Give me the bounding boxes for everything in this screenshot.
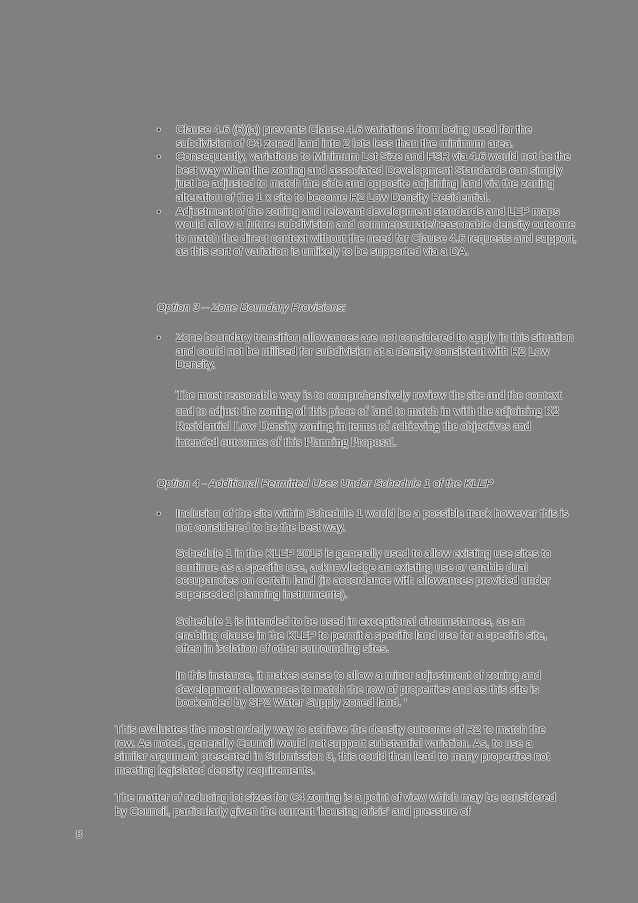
list-item [157, 124, 577, 151]
bullet-text: Clause 4.6 (6)(a) prevents Clause 4.6 variations from being used for the subdivision of C4 zoned land into 2 lots less than the minimum area. [176, 124, 532, 150]
bullet-icon: • [157, 206, 161, 218]
bullet-text: Inclusion of the site within Schedule 1 would be a possible track however this is not considered to be the best way. [176, 508, 569, 534]
option2-bullet-list [157, 124, 577, 260]
option4-heading: Option 4 - Additional Permitted Uses Under Schedule 1 of the KLEP [157, 478, 494, 490]
list-item [157, 151, 577, 205]
option4-paragraph-3: In this instance, it makes sense to allow a minor adjustment of zoning and development allowances to match the row of properties and as this site is bookended by SP2 Water Supply zoned land. ' [176, 670, 542, 710]
bullet-icon: • [157, 125, 161, 136]
bullet-text: Adjustment of the zoning and relevant development standards and LEP maps would allow a future subdivision and commensurate/reasonable density outcome to match the direct context without the need for Clause 4.6 requests and support, as this sort of variation is unlikely to be supported via a DA. [176, 205, 577, 259]
option4-bullet-list [157, 508, 577, 535]
bullet-icon: • [157, 152, 161, 164]
bullet-text: Consequently, variations to Minimum Lot Size and FSR via 4.6 would not be the best way when the zoning and associated Development Standards can simply just be adjusted to match the side and opposite adjoining land via the zoning alteration of the 1 x site to become R2 Low Density Residential. [176, 151, 571, 204]
option4-paragraph-1: Schedule 1 in the KLEP 2015 is generally used to allow existing use sites to continue as a specific use, acknowledge an existing use or enable dual occupancies on certain land (in accordance with allowances provided under superseded planning instruments). [176, 548, 551, 601]
bullet-icon: • [157, 509, 161, 520]
list-item [157, 508, 577, 535]
bullet-text: Zone boundary transition allowances are not considered to apply in this situation and could not be utilised for subdivision at a density consistent with R2 Low Density. [176, 332, 574, 372]
option3-paragraph: The most reasonable way is to comprehensively review the site and the context and to adjust the zoning of this piece of land to match in with the adjoining R2 Residential Low Density zoning in terms of achieving the objectives and intended outcomes of this Planning Proposal. [176, 388, 562, 449]
body-paragraph-1: This evaluates the most orderly way to achieve the density outcome of R2 to match the row. As noted, generally Council would not support substantial variation. As, to use a similar argument presented in Submission 3, this could then lead to many properties not meeting legislated density requirements. [115, 724, 550, 777]
option3-heading: Option 3 – Zone Boundary Provisions: [157, 302, 347, 314]
page-number: 8 [76, 829, 83, 841]
bullet-icon: • [157, 333, 161, 344]
body-paragraph-2: The matter of reducing lot sizes for C4 zoning is a point of view which may be considered by Council, particularly given the current 'housing crisis' and pressure of [115, 792, 556, 818]
list-item [157, 332, 577, 373]
list-item [157, 206, 577, 260]
option3-bullet-list [157, 332, 577, 373]
option4-paragraph-2: Schedule 1 is intended to be used in exceptional circumstances, as an enabling clause in the KLEP to permit a specific land use for a specific site, often in isolation of other surrounding sites. [176, 616, 548, 656]
